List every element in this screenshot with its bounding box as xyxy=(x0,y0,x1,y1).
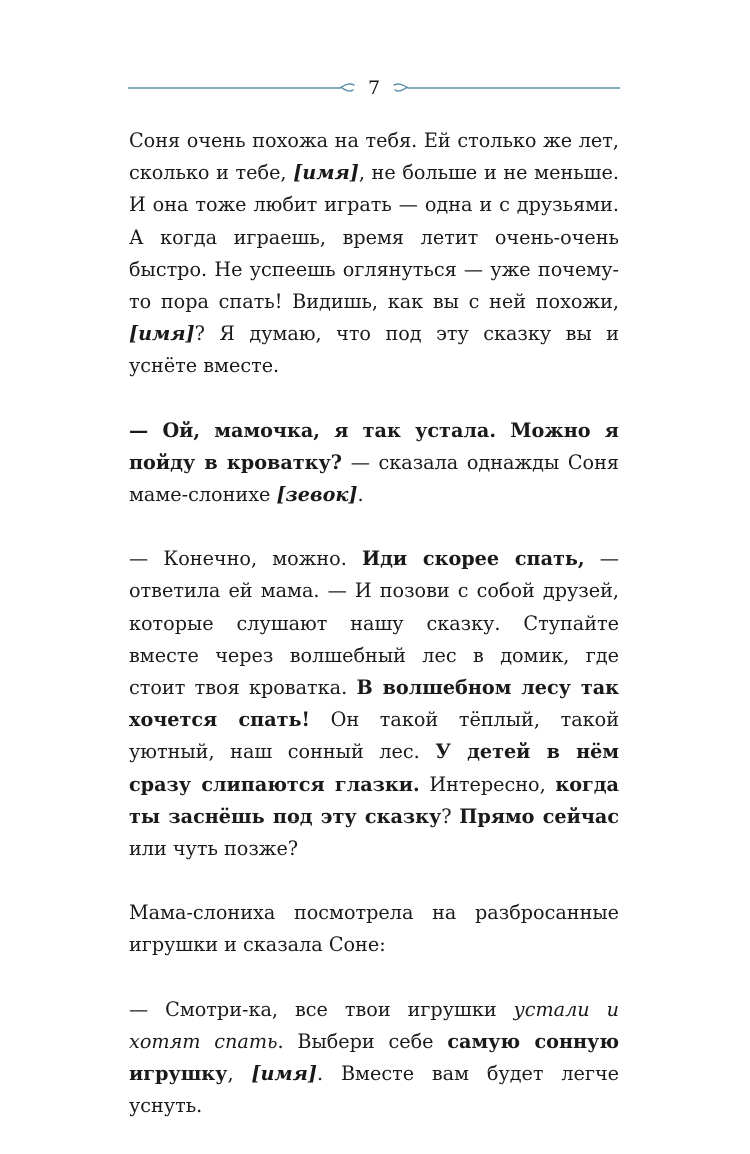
text-run: — Смотри-ка, все твои игрушки xyxy=(129,997,514,1021)
text-run: Интересно, xyxy=(419,772,556,796)
speck-mark-icon xyxy=(288,818,298,824)
page-number: 7 xyxy=(367,77,381,99)
paragraph xyxy=(129,543,619,865)
text-run: или чуть позже? xyxy=(129,837,299,861)
page-header xyxy=(128,76,620,100)
text-run: — сказала однажды Соня маме-слонихе xyxy=(129,450,619,507)
text-run: — Конечно, можно. xyxy=(129,547,362,571)
emphasis-run: [зевок] xyxy=(276,483,358,507)
emphasis-run: В волшебном лесу так хочется спать! xyxy=(129,676,619,732)
text-run: ? xyxy=(441,804,460,828)
text-run: . xyxy=(357,483,364,507)
emphasis-run: самую сонную игрушку xyxy=(129,1029,619,1086)
text-run: Соня очень похожа на тебя. Ей столько же лет, сколько и тебе, xyxy=(129,129,619,185)
text-run: , не больше и не меньше. И она тоже любит играть — одна и с друзьями. А когда играешь, время летит очень-очень быстро. Не успеешь оглянуться — уже почему-то пора спать! Видишь, как вы с ней похожи, xyxy=(129,161,619,314)
emphasis-run: [имя] xyxy=(293,161,359,185)
paragraph xyxy=(129,415,619,512)
emphasis-run: — Ой, мамочка, я так устала. Можно я пойду в кроватку? xyxy=(129,418,619,474)
emphasis-run: [имя] xyxy=(251,1062,318,1086)
emphasis-run: устали и хотят спать xyxy=(129,997,619,1053)
text-run: . Вместе вам будет легче уснуть. xyxy=(129,1062,619,1118)
paragraph xyxy=(129,125,619,383)
emphasis-run: когда ты заснёшь под эту сказку xyxy=(129,772,619,828)
text-run: Мама-слониха посмотрела на разбросанные игрушки и сказала Соне: xyxy=(129,901,619,957)
emphasis-run: Прямо сейчас xyxy=(459,804,620,828)
text-run: , xyxy=(227,1062,252,1086)
paragraph xyxy=(129,897,619,961)
text-run: ? Я думаю, что под эту сказку вы и уснёте вместе. xyxy=(129,322,619,378)
emphasis-run: Иди скорее спать, xyxy=(362,547,585,571)
paragraph xyxy=(129,994,619,1123)
text-run: — ответила ей мама. — И позови с собой друзей, которые слушают нашу сказку. Ступайте вместе через волшебный лес в домик, где стоит твоя кроватка. xyxy=(129,547,619,700)
emphasis-run: У детей в нём сразу слипаются глазки. xyxy=(129,740,619,796)
text-run: . Выбери себе xyxy=(277,1029,448,1053)
text-run: Он такой тёплый, такой уютный, наш сонный лес. xyxy=(129,708,619,764)
emphasis-run: [имя] xyxy=(129,322,195,346)
